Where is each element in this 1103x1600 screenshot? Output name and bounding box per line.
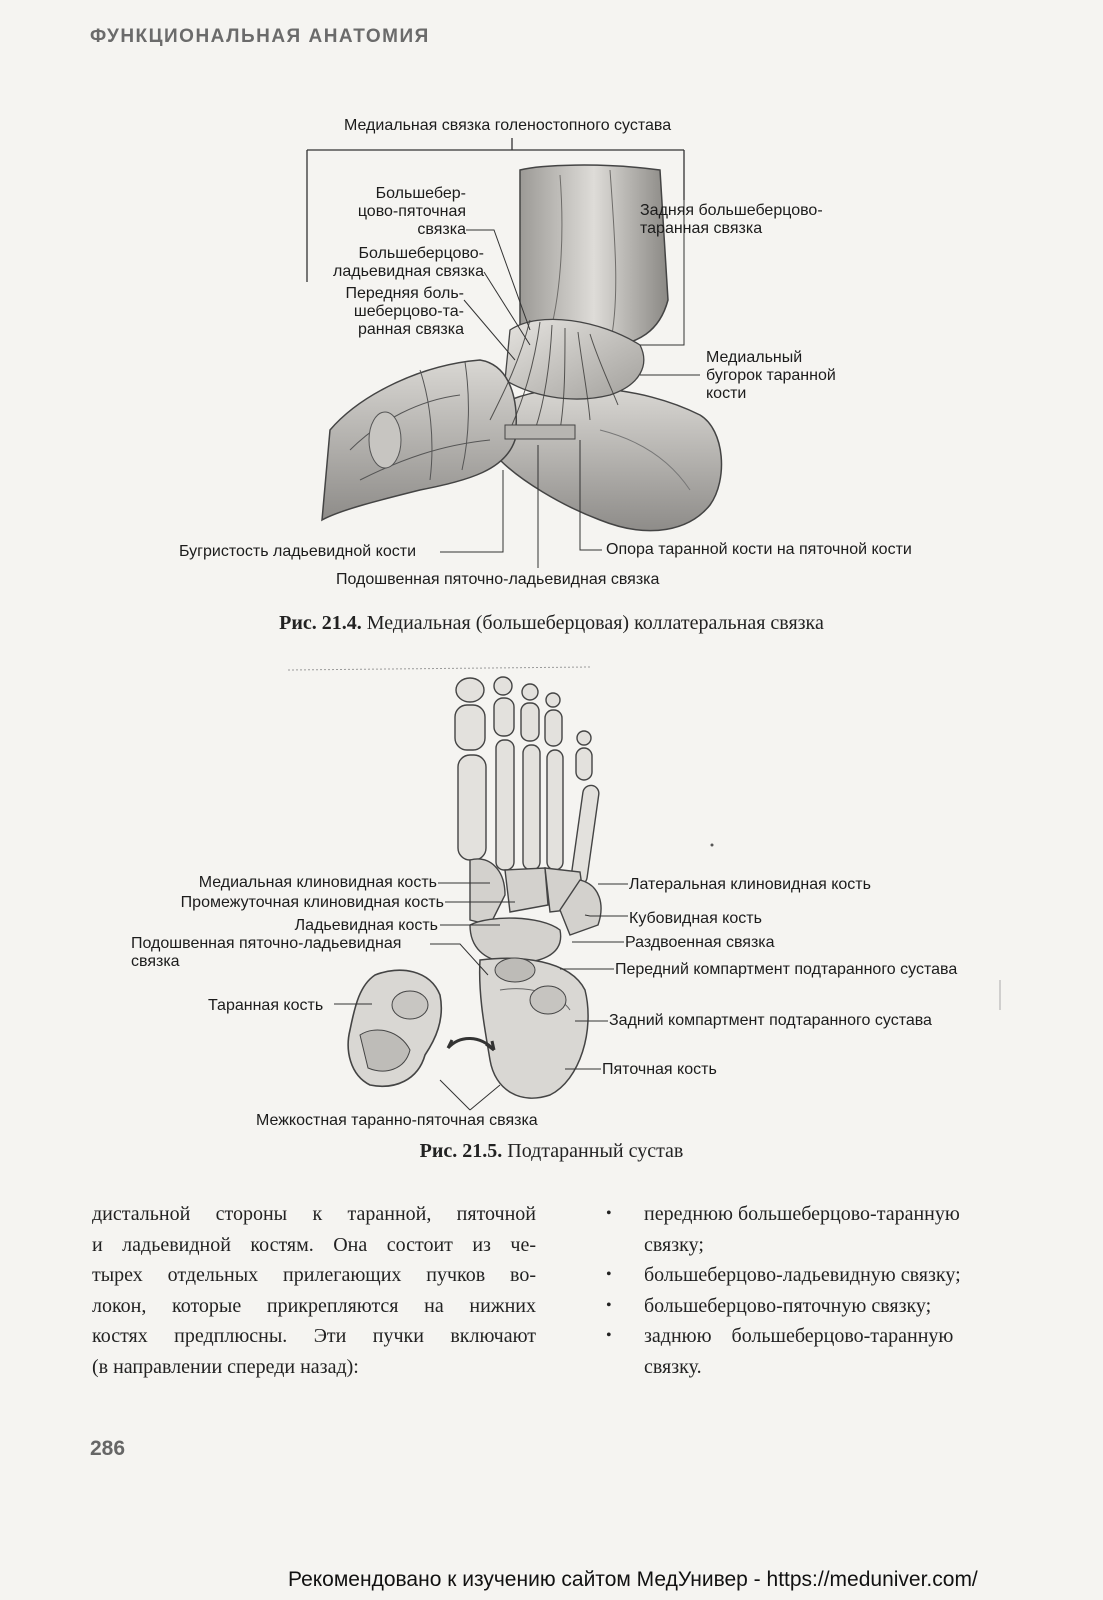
label-navicular-tuberosity: Бугристость ладьевидной кости	[179, 543, 417, 560]
page-number: 286	[90, 1437, 126, 1460]
label-tibiocalcaneal: Большебер- цово-пяточная связка	[357, 185, 466, 238]
body-text-left	[92, 1199, 536, 1382]
body-line: дистальной стороны к таранной, пяточной	[92, 1203, 536, 1225]
bullet-icon: •	[606, 1205, 612, 1222]
bullet-icon: •	[606, 1327, 612, 1344]
figure-21-5-caption: Рис. 21.5. Подтаранный сустав	[419, 1140, 684, 1162]
foot-phalanges	[455, 677, 600, 886]
footer-link: Рекомендовано к изучению сайтом МедУнивер - https://meduniver.com/	[288, 1568, 978, 1591]
bullet-list	[604, 1199, 1014, 1382]
list-item: • большеберцово-ладьевидную связку;	[604, 1260, 1014, 1291]
label-talus: Таранная кость	[208, 997, 324, 1014]
running-head: ФУНКЦИОНАЛЬНАЯ АНАТОМИЯ	[90, 26, 430, 47]
label-medial-ligament: Медиальная связка голеностопного сустава	[344, 117, 672, 134]
bullet-icon: •	[606, 1266, 612, 1283]
list-item: • большеберцово-пяточную связку;	[604, 1291, 1014, 1322]
label-medial-cuneiform: Медиальная клиновидная кость	[198, 874, 437, 891]
label-posterior-compartment: Задний компартмент подтаранного сустава	[609, 1012, 932, 1029]
list-item: • переднюю большеберцово-таранную связку;	[604, 1199, 1014, 1260]
figure-21-4-caption: Рис. 21.4. Медиальная (большеберцовая) коллатеральная связка	[279, 612, 824, 634]
label-anterior-compartment: Передний компартмент подтаранного сустава	[615, 961, 958, 978]
label-tibionavicular: Большеберцово- ладьевидная связка	[333, 245, 484, 280]
label-calcaneus: Пяточная кость	[602, 1061, 717, 1078]
label-anterior-tibiotalar: Передняя боль- шеберцово-та- ранная связка	[345, 285, 464, 338]
label-bifurcate: Раздвоенная связка	[625, 934, 775, 951]
body-line: локон, которые прикрепляются на нижних	[92, 1294, 536, 1317]
body-line: (в направлении спереди назад):	[92, 1355, 359, 1378]
label-plantar-calcaneonavicular: Подошвенная пяточно-ладьевидная связка	[336, 571, 660, 588]
body-line: костях предплюсны. Эти пучки включают	[92, 1325, 536, 1347]
label-navicular: Ладьевидная кость	[294, 917, 438, 934]
bullet-icon: •	[606, 1296, 612, 1314]
label-sustentaculum: Опора таранной кости на пяточной кости	[606, 541, 912, 558]
body-line: тырех отдельных прилегающих пучков во-	[92, 1264, 536, 1286]
body-line: и ладьевидной костям. Она состоит из че-	[92, 1233, 536, 1256]
label-medial-tubercle: Медиальный бугорок таранной кости	[706, 349, 836, 402]
label-plantar-cn: Подошвенная пяточно-ладьевидная связка	[131, 935, 402, 970]
label-lateral-cuneiform: Латеральная клиновидная кость	[629, 876, 871, 893]
foot-calcaneus	[480, 958, 588, 1098]
list-item: • заднюю большеберцово-таранную связку.	[604, 1321, 1014, 1382]
label-interosseous: Межкостная таранно-пяточная связка	[256, 1112, 538, 1129]
label-posterior-tibiotalar: Задняя большеберцово- таранная связка	[640, 202, 823, 237]
label-cuboid: Кубовидная кость	[629, 910, 762, 927]
label-intermediate-cuneiform: Промежуточная клиновидная кость	[180, 894, 444, 911]
